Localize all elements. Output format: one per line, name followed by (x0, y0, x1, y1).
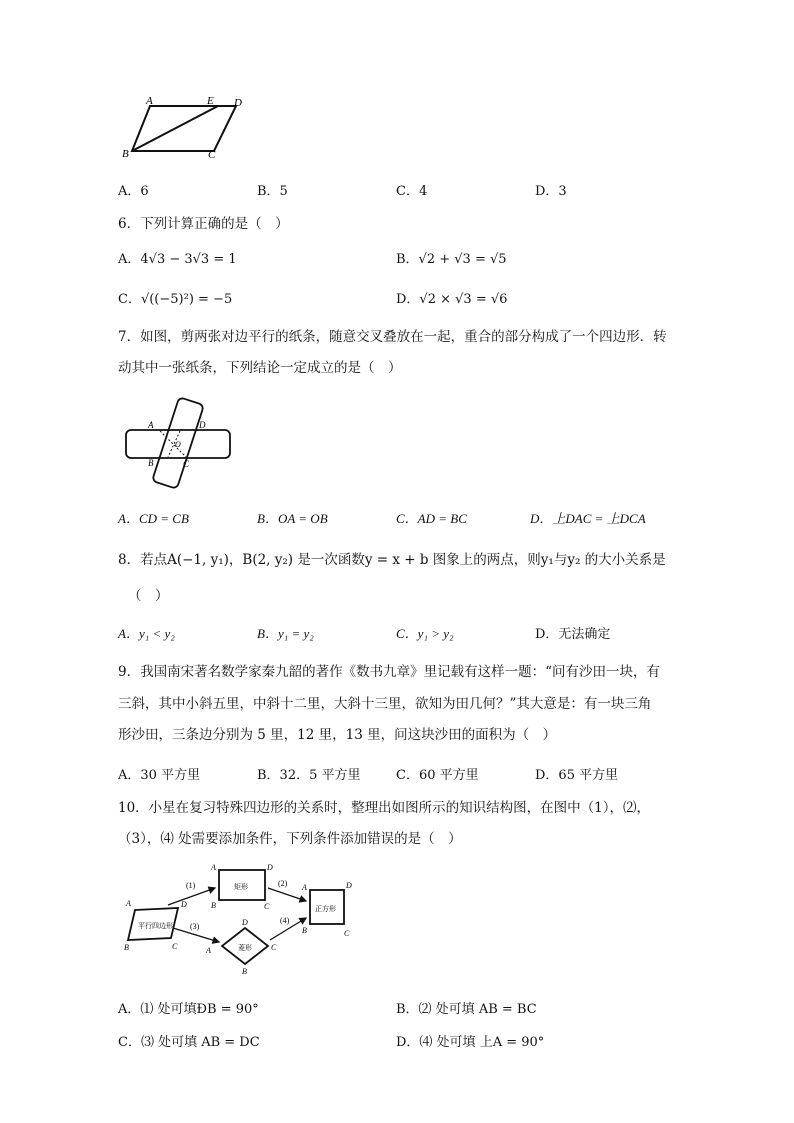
step-3-label: (3) (190, 922, 200, 931)
rhombus-label: 菱形 (238, 944, 252, 952)
q7-stem-line2: 动其中一张纸条，下列结论一定成立的是（ ） (118, 360, 402, 376)
q9-stem-line2: 三斜，其中小斜五里，中斜十二里，大斜十三里，欲知为田几何？”其大意是：有一块三角 (118, 696, 652, 712)
label-A: A (126, 899, 131, 908)
label-B: B (148, 458, 154, 468)
label-A: A (206, 946, 211, 955)
q5-option-b: B．5 (257, 184, 288, 199)
q8-stem-line2: （ ） (128, 588, 169, 604)
q7-option-b: B．OA = OB (257, 511, 328, 526)
label-C: C (208, 149, 216, 161)
label-C: C (344, 929, 350, 938)
label-B: B (211, 901, 216, 910)
q7-option-c: C．AD = BC (396, 511, 467, 526)
q9-stem-line1: 9．我国南宋著名数学家秦九韶的著作《数书九章》里记载有这样一题：“问有沙田一块，有 (118, 664, 660, 680)
label-A: A (302, 883, 307, 892)
label-B: B (242, 967, 247, 976)
q6-option-c: C．√((−5)²) = −5 (118, 292, 233, 307)
label-A: A (146, 95, 153, 107)
label-D: D (346, 881, 352, 890)
paper-strips-figure (118, 395, 243, 490)
q9-option-d: D．65 平方里 (535, 768, 619, 783)
q9-option-a: A．30 平方里 (118, 768, 201, 783)
label-C: C (271, 943, 277, 952)
step-4-label: (4) (280, 916, 290, 925)
label-A: A (148, 420, 154, 430)
q6-stem: 6．下列计算正确的是（ ） (118, 216, 289, 232)
q6-option-b: B．√2 + √3 = √5 (396, 252, 507, 267)
q10-option-c: C．⑶ 处可填 AB = DC (118, 1035, 260, 1050)
q10-option-b: B．⑵ 处可填 AB = BC (396, 1002, 537, 1017)
parallelogram-figure (118, 92, 258, 164)
q7-option-d: D．上DAC = 上DCA (530, 511, 646, 526)
q9-stem-line3: 形沙田，三条边分别为 5 里，12 里，13 里，问这块沙田的面积为（ ） (118, 727, 557, 743)
q10-stem-line1: 10．小星在复习特殊四边形的关系时，整理出如图所示的知识结构图，在图中（1），⑵， (118, 800, 651, 816)
label-B: B (302, 926, 307, 935)
label-B: B (124, 943, 129, 952)
q8-option-a: A．y₁ < y₂ (118, 626, 175, 641)
rectangle-label: 矩形 (234, 883, 248, 891)
q10-stem-line2: （3），⑷ 处需要添加条件，下列条件添加错误的是（ ） (118, 831, 462, 847)
label-C: C (172, 942, 178, 951)
q7-option-a: A．CD = CB (118, 511, 189, 526)
step-2-label: (2) (278, 879, 288, 888)
q6-option-d: D．√2 × √3 = √6 (396, 292, 508, 307)
label-D: D (242, 918, 248, 927)
label-C: C (264, 902, 270, 911)
label-E: E (207, 95, 214, 107)
q8-option-b: B．y₁ = y₂ (257, 626, 314, 641)
q7-stem-line1: 7．如图，剪两张对边平行的纸条，随意交叉叠放在一起，重合的部分构成了一个四边形．转 (118, 329, 667, 345)
q9-option-b: B．32．5 平方里 (257, 768, 361, 783)
q9-option-c: C．60 平方里 (396, 768, 479, 783)
q6-option-a: A．4√3 − 3√3 = 1 (118, 252, 237, 267)
label-B: B (122, 148, 129, 160)
q10-option-a: A．⑴ 处可填ÐB = 90° (118, 1002, 259, 1017)
parallelogram-label: 平行四边形 (138, 922, 173, 930)
label-C: C (183, 459, 190, 469)
square-label: 正方形 (315, 905, 336, 913)
label-A: A (211, 863, 216, 872)
q10-option-d: D．⑷ 处可填 上A = 90° (396, 1035, 545, 1050)
step-1-label: (1) (186, 881, 196, 890)
quadrilateral-relation-diagram (118, 858, 363, 980)
q5-option-a: A．6 (118, 184, 149, 199)
label-O: O (175, 440, 181, 449)
label-D: D (181, 900, 187, 909)
q5-option-c: C．4 (396, 184, 428, 199)
q8-option-d: D．无法确定 (535, 627, 611, 642)
q8-stem-line1: 8．若点A(−1, y₁)，B(2, y₂) 是一次函数y = x + b 图象上的两点，则y₁与y₂ 的大小关系是 (118, 552, 666, 568)
label-D: D (199, 420, 206, 430)
q5-option-d: D．3 (535, 184, 567, 199)
label-D: D (267, 863, 273, 872)
q8-option-c: C．y₁ > y₂ (396, 626, 454, 641)
label-D: D (234, 97, 242, 109)
